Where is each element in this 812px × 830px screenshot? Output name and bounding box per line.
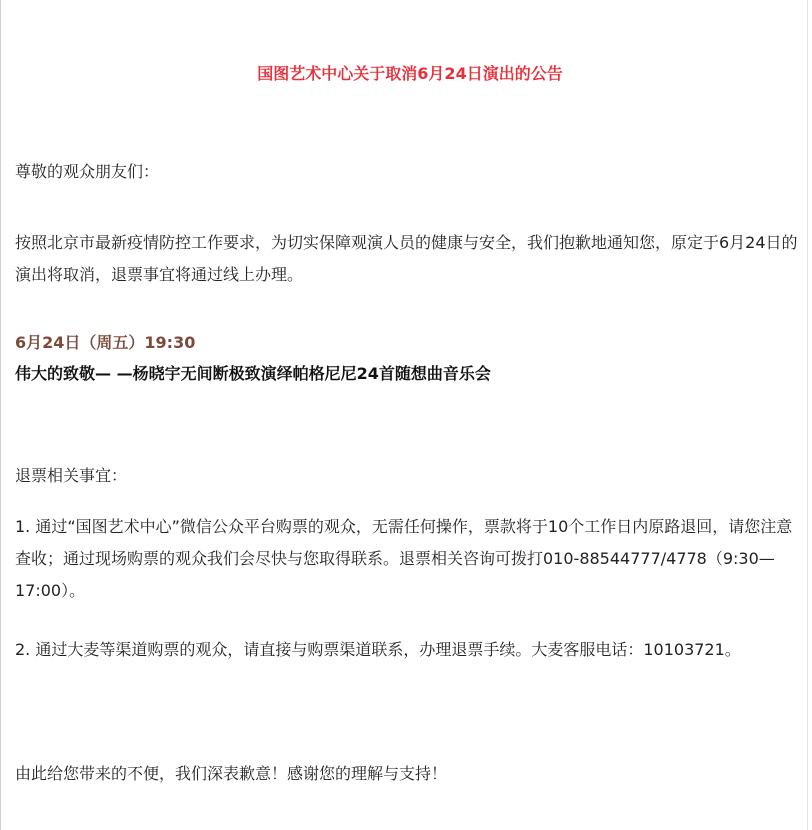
performance-datetime <box>15 331 195 355</box>
right-border <box>807 0 808 830</box>
performance-time: 19:30 <box>144 333 196 352</box>
performance-date: 6月24日（周五） <box>15 333 145 352</box>
left-border <box>0 0 1 830</box>
greeting-paragraph: 尊敬的观众朋友们： <box>15 162 160 181</box>
intro-paragraph: 按照北京市最新疫情防控工作要求，为切实保障观演人员的健康与安全，我们抱歉地通知您，原定于6月24日的演出将取消，退票事宜将通过线上办理。 <box>15 233 798 284</box>
refund-item-1: 1. 通过“国图艺术中心”微信公众平台购票的观众，无需任何操作，票款将于10个工作日内原路退回，请您注意查收；通过现场购票的观众我们会尽快与您取得联系。退票相关咨询可拨打010-88544777/4778（9:30—17:00）。 <box>15 517 793 600</box>
announcement-title: 国图艺术中心关于取消6月24日演出的公告 <box>257 64 563 83</box>
performance-name: 伟大的致敬— —杨晓宇无间断极致演绎帕格尼尼24首随想曲音乐会 <box>15 364 491 383</box>
refund-heading: 退票相关事宜： <box>15 466 128 485</box>
closing-paragraph: 由此给您带来的不便，我们深表歉意！感谢您的理解与支持！ <box>15 764 448 783</box>
refund-item-2: 2. 通过大麦等渠道购票的观众，请直接与购票渠道联系，办理退票手续。大麦客服电话：10103721。 <box>15 640 741 659</box>
